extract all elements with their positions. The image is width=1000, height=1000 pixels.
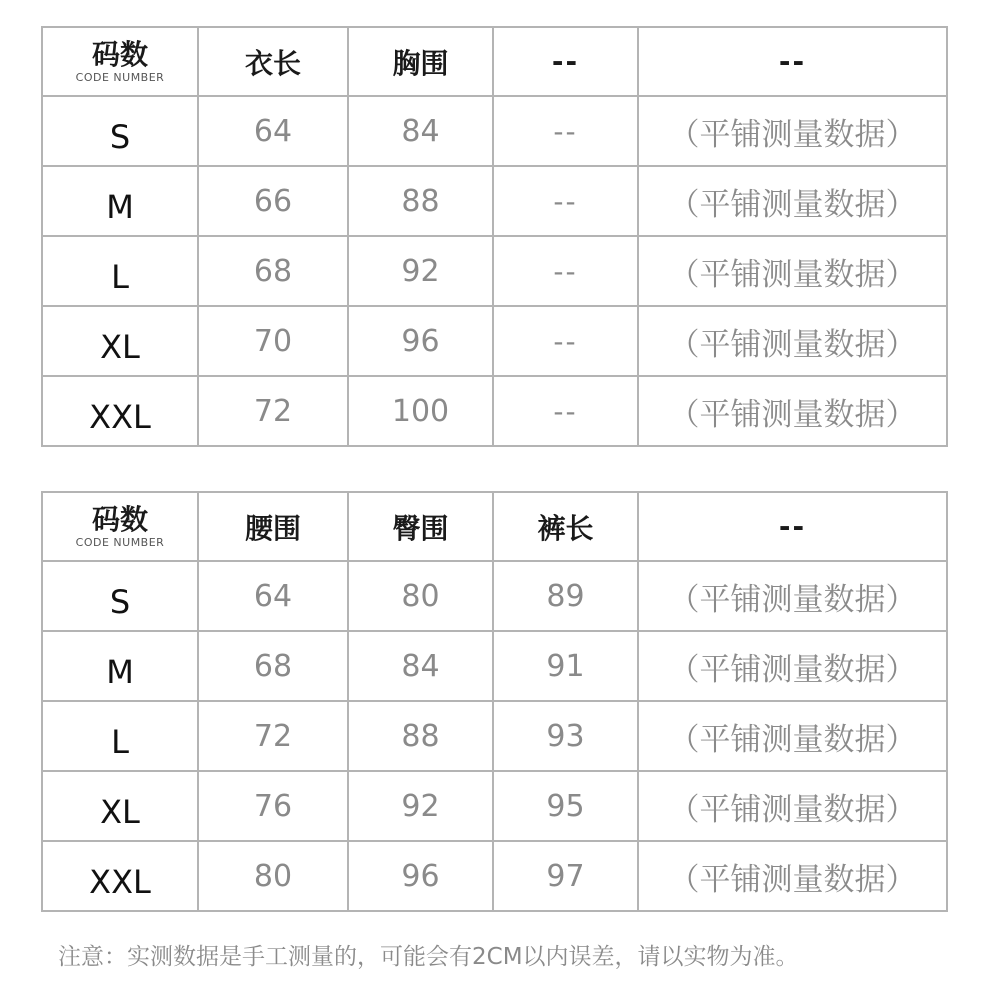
pants-length-cell: 95	[493, 771, 638, 841]
code-header-label: 码数	[91, 38, 148, 71]
empty-cell: --	[493, 96, 638, 166]
bottom-size-table	[41, 491, 948, 912]
length-cell: 72	[198, 376, 348, 446]
hip-header: 臀围	[348, 492, 493, 561]
top-size-table	[41, 26, 948, 447]
size-cell: M	[42, 631, 198, 701]
size-cell: M	[42, 166, 198, 236]
chest-cell: 100	[348, 376, 493, 446]
code-header-sublabel: CODE NUMBER	[75, 536, 165, 549]
note-cell: （平铺测量数据）	[638, 166, 947, 236]
chest-cell: 84	[348, 96, 493, 166]
chest-cell: 88	[348, 166, 493, 236]
length-header: 衣长	[198, 27, 348, 96]
table-row	[42, 306, 947, 376]
code-header-sublabel: CODE NUMBER	[75, 71, 165, 84]
note-cell: （平铺测量数据）	[638, 771, 947, 841]
empty-cell: --	[493, 166, 638, 236]
size-cell: XL	[42, 306, 198, 376]
table-row	[42, 561, 947, 631]
header-row	[42, 27, 947, 96]
pants-length-header: 裤长	[493, 492, 638, 561]
waist-cell: 80	[198, 841, 348, 911]
pants-length-cell: 93	[493, 701, 638, 771]
hip-cell: 80	[348, 561, 493, 631]
chest-cell: 92	[348, 236, 493, 306]
chest-header: 胸围	[348, 27, 493, 96]
empty-header: --	[638, 27, 947, 96]
size-cell: XXL	[42, 841, 198, 911]
hip-cell: 96	[348, 841, 493, 911]
waist-cell: 76	[198, 771, 348, 841]
length-cell: 64	[198, 96, 348, 166]
hip-cell: 92	[348, 771, 493, 841]
pants-length-cell: 91	[493, 631, 638, 701]
size-cell: XL	[42, 771, 198, 841]
code-number-header	[42, 27, 198, 96]
note-cell: （平铺测量数据）	[638, 96, 947, 166]
length-cell: 70	[198, 306, 348, 376]
code-number-header	[42, 492, 198, 561]
waist-cell: 72	[198, 701, 348, 771]
table-row	[42, 376, 947, 446]
empty-header: --	[638, 492, 947, 561]
pants-length-cell: 97	[493, 841, 638, 911]
measurement-footnote: 注意：实测数据是手工测量的，可能会有2CM以内误差，请以实物为准。	[58, 944, 799, 970]
length-cell: 68	[198, 236, 348, 306]
pants-length-cell: 89	[493, 561, 638, 631]
size-cell: L	[42, 236, 198, 306]
header-row	[42, 492, 947, 561]
waist-cell: 64	[198, 561, 348, 631]
note-cell: （平铺测量数据）	[638, 561, 947, 631]
table-row	[42, 631, 947, 701]
table-row	[42, 841, 947, 911]
note-cell: （平铺测量数据）	[638, 236, 947, 306]
size-cell: S	[42, 561, 198, 631]
note-cell: （平铺测量数据）	[638, 701, 947, 771]
waist-cell: 68	[198, 631, 348, 701]
length-cell: 66	[198, 166, 348, 236]
note-cell: （平铺测量数据）	[638, 841, 947, 911]
empty-cell: --	[493, 376, 638, 446]
size-cell: XXL	[42, 376, 198, 446]
empty-cell: --	[493, 306, 638, 376]
table-row	[42, 701, 947, 771]
size-cell: S	[42, 96, 198, 166]
chest-cell: 96	[348, 306, 493, 376]
note-cell: （平铺测量数据）	[638, 376, 947, 446]
note-cell: （平铺测量数据）	[638, 631, 947, 701]
hip-cell: 84	[348, 631, 493, 701]
table-row	[42, 166, 947, 236]
waist-header: 腰围	[198, 492, 348, 561]
table-row	[42, 236, 947, 306]
table-row	[42, 771, 947, 841]
size-cell: L	[42, 701, 198, 771]
note-cell: （平铺测量数据）	[638, 306, 947, 376]
empty-cell: --	[493, 236, 638, 306]
code-header-label: 码数	[91, 503, 148, 536]
hip-cell: 88	[348, 701, 493, 771]
table-row	[42, 96, 947, 166]
empty-header: --	[493, 27, 638, 96]
